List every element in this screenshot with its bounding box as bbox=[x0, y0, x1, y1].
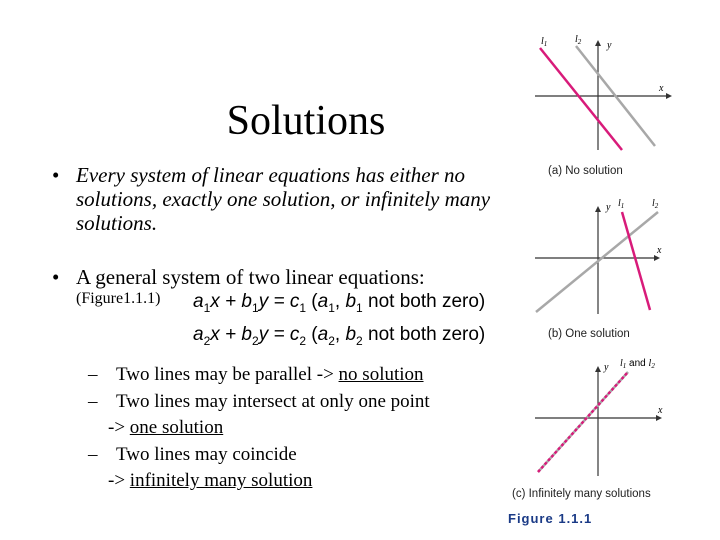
caption-one-solution: (b) One solution bbox=[548, 328, 630, 340]
label-l1-and-l2: $l_1$ and $l_2$ bbox=[620, 358, 655, 370]
figure-label: Figure 1.1.1 bbox=[508, 511, 593, 526]
slide-title: Solutions bbox=[226, 98, 386, 144]
label-x: x bbox=[658, 405, 663, 416]
bullet-text: Every system of linear equations has either no solutions, exactly one solution, or infinitely many solutions. bbox=[76, 163, 491, 235]
equation-1: $a_1x + b_1y = c_1$ ($a_1$, $b_1$ not both zero) bbox=[193, 291, 486, 315]
label-y: y bbox=[606, 202, 611, 213]
line-l1 bbox=[540, 48, 622, 150]
line-l1 bbox=[622, 212, 650, 310]
result-one-solution: one solution bbox=[129, 417, 224, 438]
x-axis-arrow-icon bbox=[666, 93, 672, 99]
bullet-text: A general system of two linear equations: bbox=[76, 265, 425, 289]
y-axis-arrow-icon bbox=[595, 366, 601, 372]
label-l2: $l_2$ bbox=[575, 34, 582, 46]
bullet-marker: • bbox=[52, 265, 60, 289]
figure-reference: (Figure1.1.1) bbox=[76, 290, 161, 307]
label-l2: $l_2$ bbox=[652, 198, 659, 210]
label-y: y bbox=[604, 362, 609, 373]
label-y: y bbox=[607, 40, 612, 51]
result-no-solution: no solution bbox=[338, 364, 424, 385]
figure-line-diagrams bbox=[508, 30, 720, 530]
y-axis-arrow-icon bbox=[595, 40, 601, 46]
result-infinitely-many: infinitely many solution bbox=[129, 470, 313, 491]
label-x: x bbox=[659, 83, 664, 94]
panel-infinitely-many bbox=[535, 358, 663, 476]
panel-one-solution bbox=[535, 198, 662, 314]
caption-no-solution: (a) No solution bbox=[548, 165, 623, 177]
caption-infinitely-many: (c) Infinitely many solutions bbox=[512, 488, 651, 500]
label-l1: $l_1$ bbox=[541, 36, 548, 48]
line-l2 bbox=[536, 212, 658, 312]
bullet-marker: • bbox=[52, 163, 60, 187]
case-coincide-result: -> infinitely many solution bbox=[108, 470, 313, 491]
panel-no-solution bbox=[535, 34, 672, 150]
y-axis-arrow-icon bbox=[595, 206, 601, 212]
label-x: x bbox=[657, 245, 662, 256]
case-intersect-result: -> one solution bbox=[108, 417, 224, 438]
equation-2: $a_2x + b_2y = c_2$ ($a_2$, $b_2$ not both zero) bbox=[193, 324, 486, 348]
label-l1: $l_1$ bbox=[618, 198, 625, 210]
